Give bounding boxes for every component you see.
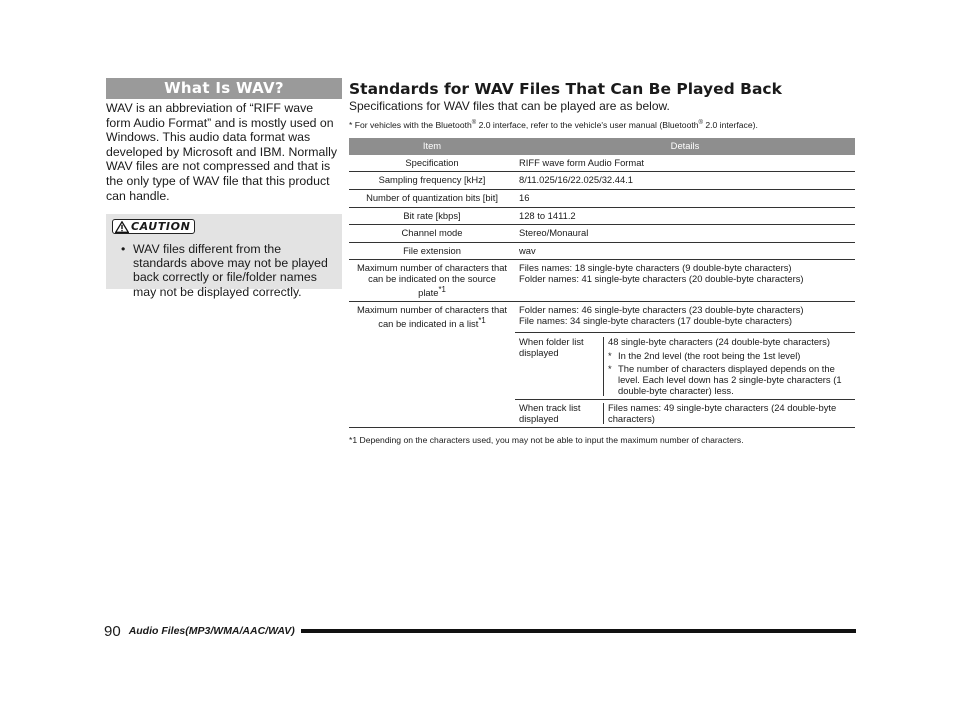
- column-header-details: Details: [515, 138, 855, 155]
- row-details: 16: [515, 190, 855, 208]
- list-item-label: Maximum number of characters that can be indicated in a list: [356, 304, 508, 330]
- row-details: 128 to 1411.2: [515, 207, 855, 225]
- caution-label: CAUTION: [131, 220, 191, 234]
- table-row: [349, 225, 855, 243]
- left-column: [106, 78, 342, 299]
- table-row: [349, 190, 855, 208]
- row-details: [515, 400, 855, 428]
- row-details: RIFF wave form Audio Format: [515, 155, 855, 172]
- folder-list-subrow: [519, 337, 851, 396]
- footnote-ref: *1: [438, 284, 446, 294]
- table-row: [349, 260, 855, 302]
- row-details: 8/11.025/16/22.025/32.44.1: [515, 172, 855, 190]
- wav-standards-table: [349, 138, 855, 428]
- row-item-empty: [349, 333, 515, 400]
- table-header-row: [349, 138, 855, 155]
- column-header-item: Item: [349, 138, 515, 155]
- table-row: [349, 172, 855, 190]
- intro-paragraph: WAV is an abbreviation of “RIFF wave form Audio Format” and is mostly used on Windows. This audio data format was developed by Microsoft and IBM. Normally WAV files are not compressed and that is the only type of WAV file that this product can handle.: [106, 101, 338, 203]
- right-column: [349, 80, 857, 446]
- row-details: [515, 302, 855, 333]
- footer-rule: [301, 629, 856, 633]
- row-item-empty: [349, 400, 515, 428]
- registered-mark: ®: [471, 120, 477, 126]
- caution-badge: [112, 219, 195, 234]
- caution-item: [112, 242, 338, 299]
- row-item: Number of quantization bits [bit]: [349, 190, 515, 208]
- caution-box: [106, 214, 342, 299]
- page-number: 90: [104, 622, 121, 640]
- folder-note-1-text: In the 2nd level (the root being the 1st level): [618, 349, 801, 361]
- track-list-subrow: [519, 403, 851, 424]
- note-part-3: 2.0 interface).: [702, 119, 758, 130]
- table-row: [349, 302, 855, 333]
- section-title-what-is-wav: What Is WAV?: [106, 78, 342, 99]
- footer-section-title: Audio Files(MP3/WMA/AAC/WAV): [128, 625, 295, 637]
- row-item: Bit rate [kbps]: [349, 207, 515, 225]
- caution-text: WAV files different from the standards above may not be played back correctly or file/folder names may not be displayed correctly.: [133, 241, 328, 299]
- folder-note-2: [608, 364, 851, 396]
- row-details: Stereo/Monaural: [515, 225, 855, 243]
- row-details: [515, 333, 855, 400]
- folder-list-label: When folder list displayed: [519, 336, 584, 358]
- note-part-2: 2.0 interface, refer to the vehicle's user manual (Bluetooth: [476, 119, 699, 130]
- source-plate-item: Maximum number of characters that can be indicated on the source plate: [356, 262, 508, 298]
- folder-list-value: [603, 337, 851, 396]
- row-details: [515, 260, 855, 302]
- list-folders-limit: Folder names: 46 single-byte characters (23 double-byte characters): [519, 304, 804, 316]
- footnote: *1 Depending on the characters used, you may not be able to input the maximum number of characters.: [349, 435, 744, 446]
- table-row: [349, 333, 855, 400]
- warning-triangle-icon: [115, 221, 129, 233]
- row-item: File extension: [349, 242, 515, 260]
- row-item: Sampling frequency [kHz]: [349, 172, 515, 190]
- standards-heading: Standards for WAV Files That Can Be Played Back: [349, 80, 782, 98]
- folder-list-limit: 48 single-byte characters (24 double-byte characters): [608, 336, 830, 348]
- track-list-value: Files names: 49 single-byte characters (24 double-byte characters): [603, 403, 851, 424]
- source-folders-limit: Folder names: 41 single-byte characters (20 double-byte characters): [519, 273, 804, 285]
- footnote-ref: *1: [478, 315, 486, 325]
- table-row: [349, 242, 855, 260]
- table-row: [349, 155, 855, 172]
- note-marker: *: [608, 363, 612, 375]
- specs-intro: Specifications for WAV files that can be played are as below.: [349, 99, 670, 113]
- registered-mark: ®: [698, 120, 703, 126]
- bluetooth-note: [349, 118, 857, 131]
- page-footer: [104, 621, 856, 641]
- table-row: [349, 207, 855, 225]
- row-item: Channel mode: [349, 225, 515, 243]
- bullet-marker: •: [121, 241, 126, 256]
- folder-note-2-text: The number of characters displayed depends on the level. Each level down has 2 single-byte characters (1 double-byte character) less.: [618, 363, 842, 396]
- list-files-limit: File names: 34 single-byte characters (17 double-byte characters): [519, 314, 793, 326]
- row-item: Specification: [349, 155, 515, 172]
- note-marker: *: [608, 349, 612, 361]
- folder-note-1: [608, 351, 851, 362]
- table-row: [349, 400, 855, 428]
- track-list-label: When track list displayed: [519, 402, 581, 424]
- note-part-1: * For vehicles with the Bluetooth: [349, 119, 472, 130]
- row-details: wav: [515, 242, 855, 260]
- row-item: [349, 302, 515, 333]
- source-files-limit: Files names: 18 single-byte characters (9 double-byte characters): [519, 262, 792, 274]
- row-item: [349, 260, 515, 302]
